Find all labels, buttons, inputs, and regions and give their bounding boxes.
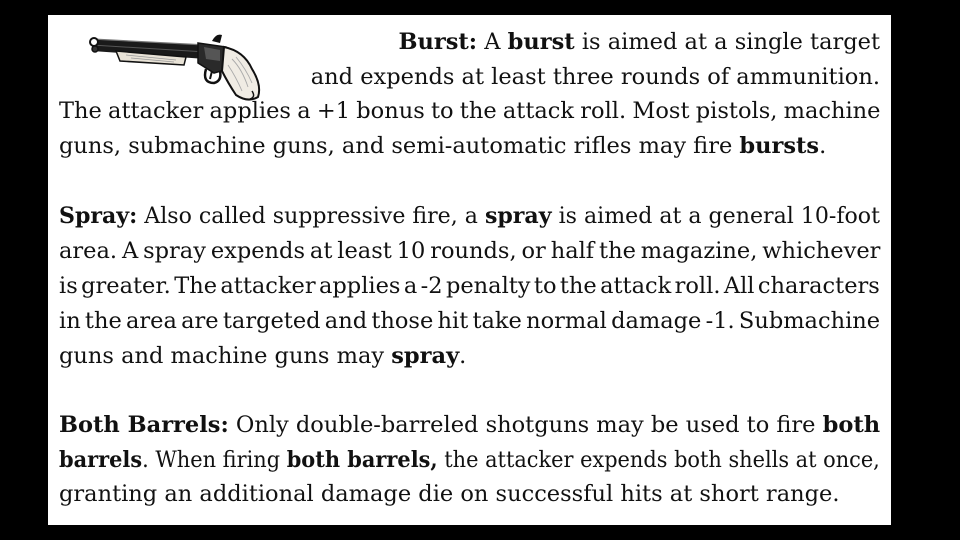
spray-term: Spray: <box>59 203 138 229</box>
both-barrels-bold-term: both barrels, <box>286 447 438 473</box>
spray-line-2: area. A spray expends at least 10 rounds, or half the magazine, whichever <box>59 238 881 264</box>
spray-line-5 <box>59 339 466 374</box>
burst-text: is aimed at a single target <box>574 29 880 55</box>
burst-bold-term: burst <box>507 29 575 55</box>
both-barrels-bold-term: barrels <box>59 447 143 473</box>
both-barrels-bold-term: both <box>822 412 881 438</box>
burst-text: . <box>819 133 827 159</box>
both-barrels-line-1 <box>59 408 880 443</box>
burst-text: guns, submachine guns, and semi-automatic rifles may fire <box>59 133 740 159</box>
burst-line-3: The attacker applies a +1 bonus to the attack roll. Most pistols, machine <box>59 98 881 124</box>
spray-line-4: in the area are targeted and those hit take normal damage -1. Submachine <box>59 308 881 334</box>
burst-line-2: and expends at least three rounds of ammunition. <box>310 64 880 90</box>
spray-line-1 <box>59 199 880 234</box>
both-barrels-line-3: granting an additional damage die on successful hits at short range. <box>59 481 840 507</box>
spray-text: is aimed at a general 10-foot <box>551 203 880 229</box>
spray-text: Also called suppressive fire, a <box>137 203 485 229</box>
burst-term: Burst: <box>398 29 478 55</box>
both-barrels-text: the attacker expends both shells at once, <box>437 447 880 473</box>
rules-page <box>48 15 891 525</box>
burst-line-1 <box>288 25 880 60</box>
both-barrels-text: . When firing <box>142 447 287 473</box>
both-barrels-text: Only double-barreled shotguns may be used to fire <box>228 412 823 438</box>
burst-line-4 <box>59 129 826 164</box>
both-barrels-term: Both Barrels: <box>59 412 229 438</box>
spray-bold-term: spray <box>484 203 552 229</box>
spray-text: guns and machine guns may <box>59 343 392 369</box>
spray-bold-term: spray <box>391 343 460 369</box>
spray-text: . <box>459 343 467 369</box>
both-barrels-line-2 <box>59 443 880 478</box>
shotgun-icon <box>86 25 268 103</box>
spray-line-3: is greater. The attacker applies a -2 penalty to the attack roll. All characters <box>59 273 880 299</box>
burst-text: A <box>477 29 508 55</box>
burst-bold-term: bursts <box>739 133 820 159</box>
